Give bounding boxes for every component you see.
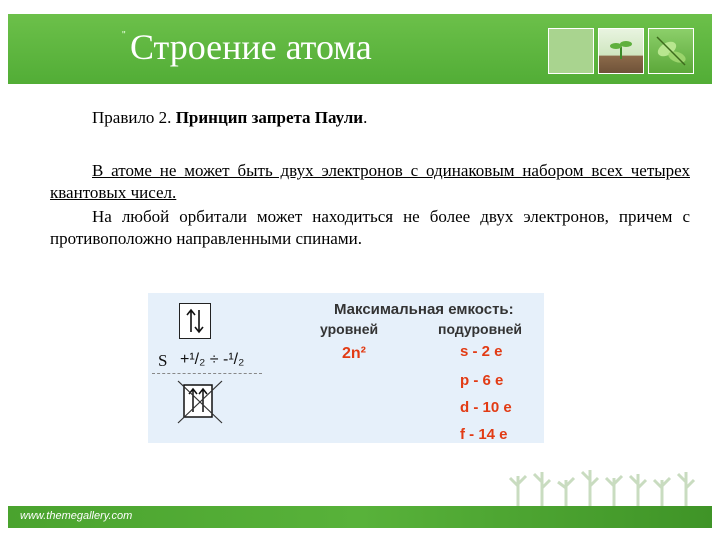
spin-label: S [158,351,168,370]
rule-name: Принцип запрета Паули [175,108,364,127]
paragraph-2 [50,206,690,250]
plants-decoration-icon [508,462,708,506]
column-header-sublevels: подуровней [438,321,523,337]
header-thumbnail-sprout [598,28,644,74]
footer-url: www.themegallery.com [20,510,133,522]
rule-suffix: . [363,108,368,127]
rule-prefix: Правило 2. [92,108,176,127]
sublevel-s: s - 2 e [460,343,503,360]
header-thumbnail-plain [548,28,594,74]
header-thumbnail-leaves [648,28,694,74]
leaves-icon [649,29,693,73]
paragraph-1-text: В атоме не может быть двух электронов с одинаковым набором всех четырех квантовых чисел. [50,161,690,202]
figure-title: Максимальная емкость: [334,301,514,318]
sprout-icon [599,29,643,73]
column-header-levels: уровней [320,321,379,337]
pauli-figure [148,293,544,443]
paragraph-2-text: На любой орбитали может находиться не более двух электронов, причем с противоположно направленными спинами. [50,207,690,248]
sublevel-f: f - 14 e [460,426,508,443]
paired-spin-arrows-icon [180,304,210,338]
orbital-box-paired [179,303,211,339]
title-quote-mark: " [122,30,126,41]
paragraph-1 [50,160,690,204]
rule-heading [92,108,367,128]
dashed-divider [152,373,262,374]
sublevel-p: p - 6 e [460,372,504,389]
forbidden-parallel-spins-icon [176,379,236,429]
sublevel-d: d - 10 e [460,399,512,416]
slide-header [0,0,720,100]
spin-values: +¹/₂ ÷ -¹/₂ [180,351,245,368]
level-capacity-formula: 2n² [342,345,366,362]
slide-title: Строение атома [130,27,372,67]
orbital-box-forbidden [176,379,216,425]
